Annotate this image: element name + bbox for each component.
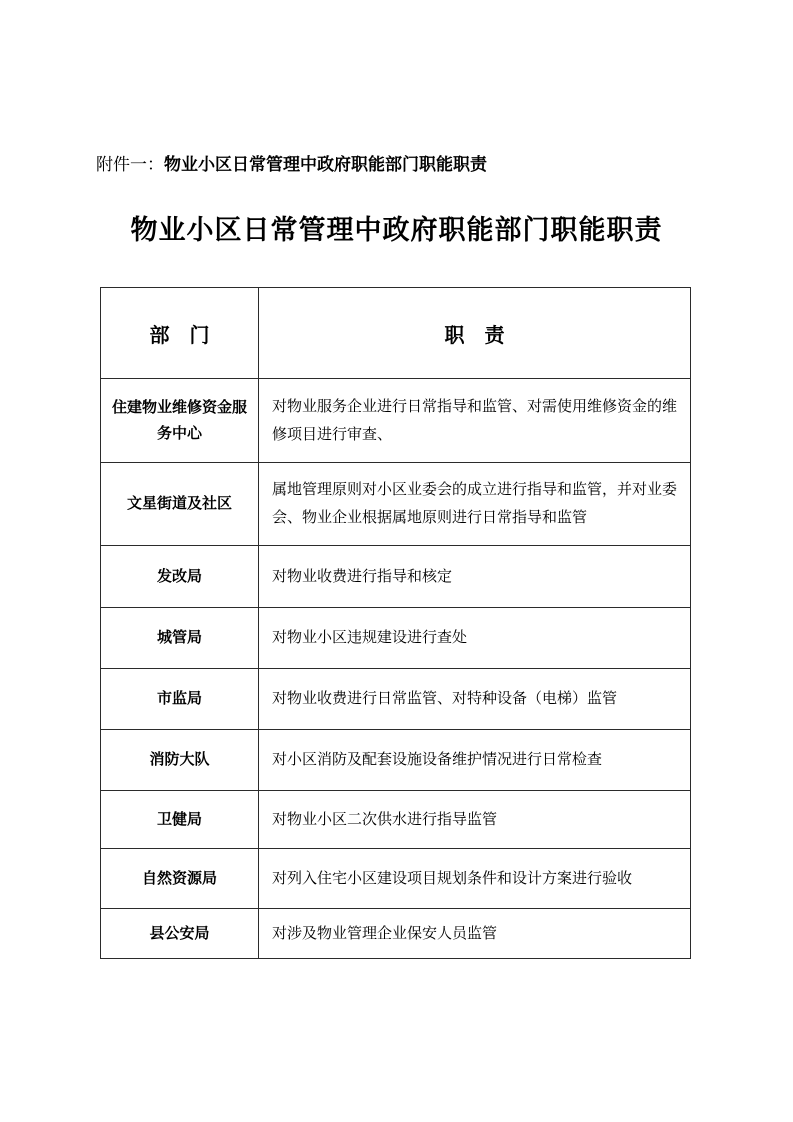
page-title: 物业小区日常管理中政府职能部门职能职责 <box>130 215 663 245</box>
department-cell: 市监局 <box>101 669 259 730</box>
table-row <box>101 730 691 791</box>
duty-cell: 对物业收费进行日常监管、对特种设备（电梯）监管 <box>259 669 691 730</box>
table-row <box>101 791 691 849</box>
duty-cell: 对涉及物业管理企业保安人员监管 <box>259 909 691 959</box>
table-row <box>101 849 691 909</box>
duty-cell: 对列入住宅小区建设项目规划条件和设计方案进行验收 <box>259 849 691 909</box>
department-cell: 自然资源局 <box>101 849 259 909</box>
duty-cell: 对物业小区违规建设进行查处 <box>259 608 691 669</box>
attachment-line <box>96 150 487 175</box>
duty-cell: 属地管理原则对小区业委会的成立进行指导和监管，并对业委会、物业企业根据属地原则进行日常指导和监管 <box>259 463 691 546</box>
department-cell: 县公安局 <box>101 909 259 959</box>
duty-cell: 对物业服务企业进行日常指导和监管、对需使用维修资金的维修项目进行审查、 <box>259 379 691 463</box>
table-row <box>101 463 691 546</box>
duty-header-cell: 职 责 <box>259 288 691 379</box>
department-cell: 消防大队 <box>101 730 259 791</box>
table-row <box>101 909 691 959</box>
table-row <box>101 608 691 669</box>
duty-cell: 对物业小区二次供水进行指导监管 <box>259 791 691 849</box>
department-cell: 发改局 <box>101 546 259 608</box>
table-row <box>101 379 691 463</box>
duty-cell: 对小区消防及配套设施设备维护情况进行日常检查 <box>259 730 691 791</box>
table-row <box>101 669 691 730</box>
table-row <box>101 546 691 608</box>
attachment-label: 附件一： <box>96 155 164 174</box>
department-cell: 卫健局 <box>101 791 259 849</box>
department-cell: 文星街道及社区 <box>101 463 259 546</box>
duties-table <box>100 287 691 959</box>
department-cell: 城管局 <box>101 608 259 669</box>
table-header-row <box>101 288 691 379</box>
duty-cell: 对物业收费进行指导和核定 <box>259 546 691 608</box>
attachment-title: 物业小区日常管理中政府职能部门职能职责 <box>164 155 487 174</box>
department-header-cell: 部 门 <box>101 288 259 379</box>
department-cell: 住建物业维修资金服务中心 <box>101 379 259 463</box>
